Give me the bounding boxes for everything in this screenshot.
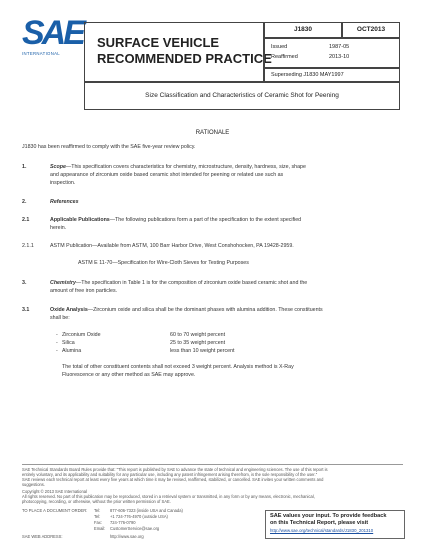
section-1-number: 1. <box>22 164 27 170</box>
reaffirmed-value: 2013-10 <box>329 54 350 60</box>
section-3-1-line1 <box>50 306 323 314</box>
issued-value: 1987-05 <box>329 44 350 50</box>
footer-copyright: Copyright © 2013 SAE International <box>22 489 87 494</box>
section-3-number: 3. <box>22 280 27 286</box>
doc-number: J1830 <box>293 26 313 33</box>
sae-logo <box>22 14 83 64</box>
fax-value: 724-776-0790 <box>110 520 136 525</box>
reaffirmed-label: Reaffirmed <box>271 54 298 60</box>
rationale-heading: RATIONALE <box>195 130 230 136</box>
section-3-1-after-line1: The total of other constituent contents shall not exceed 3 weight percent. Analysis method is X-Ray <box>62 364 294 370</box>
footer-policy-line2: entirely voluntary, and its applicability and suitability for any particular use, including any patent infringement arising therefrom, is the sole responsibility of the user." <box>22 472 318 477</box>
web-label: SAE WEB ADDRESS: <box>22 534 63 539</box>
section-3-text: —The specification in Table 1 is for the composition of zirconium oxide based ceramic shot and the <box>75 280 308 286</box>
section-3-line1 <box>50 279 307 287</box>
section-3-title: Chemistry <box>50 280 76 286</box>
fax-label: Fax: <box>94 520 102 525</box>
issue-dates-box <box>264 38 400 68</box>
oxide-bullet-alumina: - <box>56 348 58 354</box>
section-2-1-title: Applicable Publications <box>50 217 110 223</box>
oxide-name-silica: Silica <box>62 340 75 346</box>
section-3-1-line2: shall be: <box>50 315 70 321</box>
oxide-value-zirconium: 60 to 70 weight percent <box>170 332 226 338</box>
email-label: Email: <box>94 526 106 531</box>
section-3-1-title: Oxide Analysis <box>50 307 88 313</box>
logo-mark: SAE <box>22 14 83 52</box>
footer-divider <box>22 464 403 465</box>
section-2-1-text: —The following publications form a part of the specification to the extent specified <box>109 217 302 223</box>
section-2-1-number: 2.1 <box>22 217 30 223</box>
doc-date: OCT2013 <box>356 26 386 33</box>
doc-number-box <box>264 22 342 38</box>
section-1-title: Scope <box>50 164 66 170</box>
section-2-number: 2. <box>22 199 27 205</box>
section-2-title: References <box>50 199 79 205</box>
issued-label: Issued <box>271 44 288 50</box>
footer-policy-line3: SAE reviews each technical report at least every five years at which time it may be revised, reaffirmed, stabilized, or cancelled. SAE invites your written comments and <box>22 477 324 482</box>
order-label: TO PLACE A DOCUMENT ORDER: <box>22 508 88 513</box>
section-3-1-text: —Zirconium oxide and silica shall be the dominant phases with alumina addition. These constituents <box>87 307 323 313</box>
section-1-text: —This specification covers characteristics for chemistry, microstructure, density, hardness, size, shape <box>65 164 306 170</box>
feedback-line1: SAE values your input. To provide feedback <box>270 513 387 519</box>
footer-policy-line4: suggestions. <box>22 482 45 487</box>
feedback-box <box>265 510 405 539</box>
logo-subtext: INTERNATIONAL <box>22 51 60 56</box>
tel2-value[interactable]: +1 724-776-4970 (outside USA) <box>110 514 168 519</box>
doc-date-box <box>342 22 400 38</box>
section-1-line3: inspection. <box>50 180 76 186</box>
oxide-value-silica: 25 to 35 weight percent <box>170 340 226 346</box>
section-3-1-number: 3.1 <box>22 307 30 313</box>
oxide-bullet-zirconium: - <box>56 332 58 338</box>
tel2-label: Tel: <box>94 514 101 519</box>
feedback-link[interactable]: http://www.sae.org/technical/standards/J1830_201310 <box>270 528 374 533</box>
oxide-name-zirconium: Zirconium Oxide <box>62 332 101 338</box>
section-3-1-after-line2: Fluorescence or any other method as SAE may approve. <box>62 372 196 378</box>
tel-label: Tel: <box>94 508 101 513</box>
section-1-line2: and appearance of zirconium oxide based ceramic shot intended for peening or related use such as <box>50 172 284 178</box>
tel-value[interactable]: 877-606-7323 (inside USA and Canada) <box>110 508 183 513</box>
oxide-name-alumina: Alumina <box>62 348 82 354</box>
section-1-line1 <box>50 163 306 171</box>
document-title: Size Classification and Characteristics of Ceramic Shot for Peening <box>145 92 339 99</box>
section-2-1-1-number: 2.1.1 <box>22 243 34 249</box>
footer-rights-line2: photocopying, recording, or otherwise, without the prior written permission of SAE. <box>22 499 171 504</box>
section-2-1-line2: herein. <box>50 225 67 231</box>
title-box <box>84 22 272 82</box>
superseding-box <box>264 68 400 82</box>
footer-rights-line1: All rights reserved. No part of this publication may be reproduced, stored in a retrieval system or transmitted, in any form or by any means, electronic, mechanical, <box>22 494 315 499</box>
section-3-line2: amount of free iron particles. <box>50 288 118 294</box>
subtitle-box <box>84 82 400 110</box>
oxide-bullet-silica: - <box>56 340 58 346</box>
astm-reference: ASTM E 11-70—Specification for Wire-Cloth Sieves for Testing Purposes <box>78 260 249 266</box>
section-2-1-1-text: ASTM Publication—Available from ASTM, 100 Barr Harbor Drive, West Conshohocken, PA 19428-2959. <box>50 243 294 249</box>
email-link[interactable]: CustomerService@sae.org <box>110 526 160 531</box>
superseding-text: Superseding J1830 MAY1997 <box>271 72 344 78</box>
section-2-1-line1 <box>50 216 301 224</box>
feedback-line2: on this Technical Report, please visit <box>270 520 369 526</box>
web-link[interactable]: http://www.sae.org <box>110 534 144 539</box>
document-type-line2: RECOMMENDED PRACTICE <box>97 51 272 66</box>
document-type-line1: SURFACE VEHICLE <box>97 35 220 50</box>
rationale-text: J1830 has been reaffirmed to comply with the SAE five-year review policy. <box>22 144 196 150</box>
footer-policy-line1: SAE Technical Standards Board Rules provide that: "This report is published by SAE to advance the state of technical and engineering sciences. The use of this report is <box>22 467 328 472</box>
oxide-value-alumina: less than 10 weight percent <box>170 348 235 354</box>
